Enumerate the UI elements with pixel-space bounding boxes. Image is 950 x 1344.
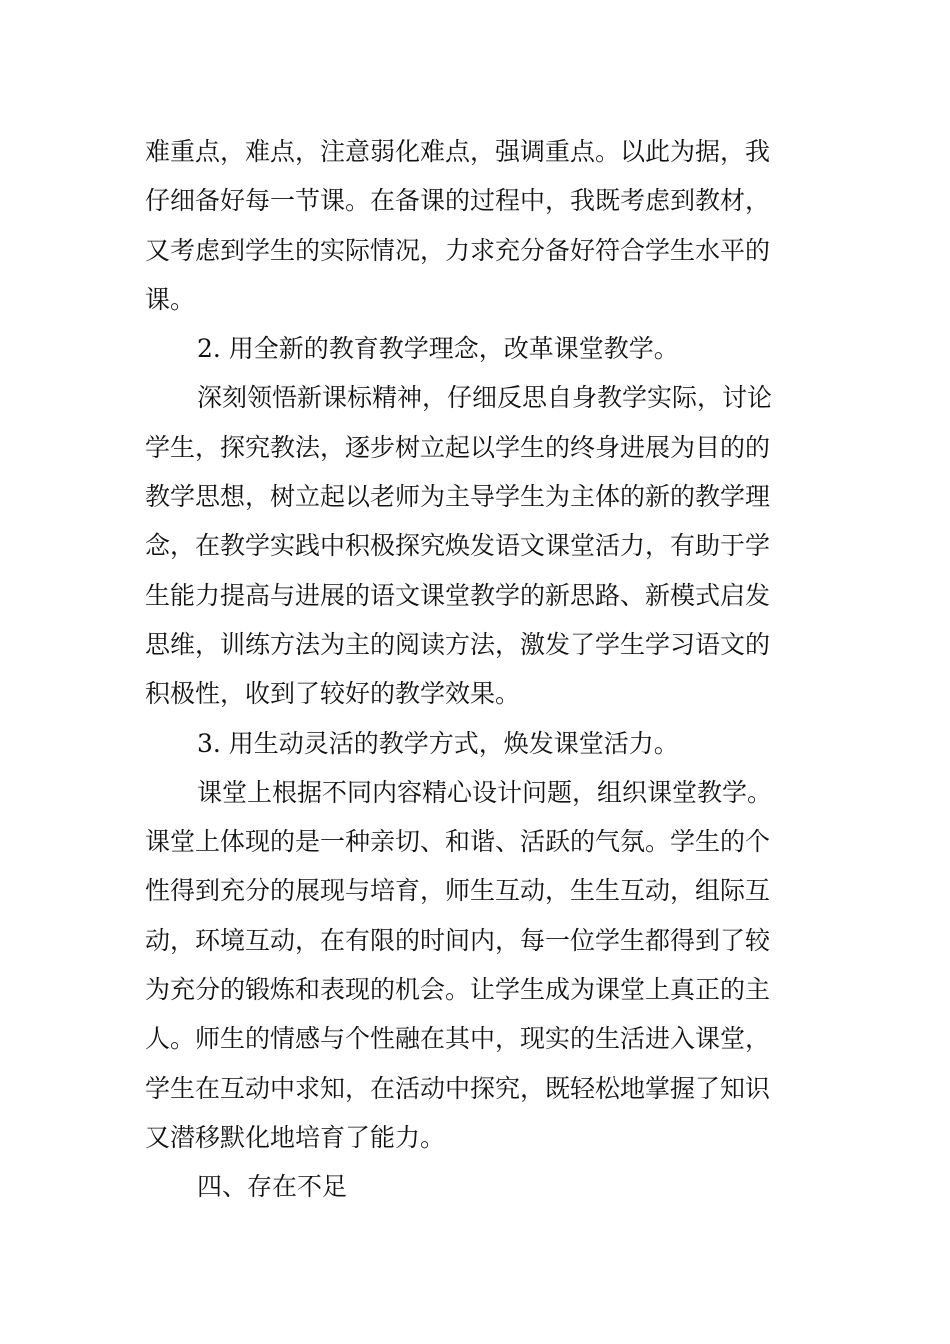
text-line: 又考虑到学生的实际情况，力求充分备好符合学生水平的	[145, 235, 771, 265]
text-line: 积极性，收到了较好的教学效果。	[145, 679, 521, 709]
text-line: 动，环境互动，在有限的时间内，每一位学生都得到了较	[145, 925, 771, 955]
text-line: 课堂上体现的是一种亲切、和谐、活跃的气氛。学生的个	[145, 827, 771, 857]
list-item-heading: 2. 用全新的教育教学理念，改革课堂教学。	[197, 334, 679, 364]
text-line: 为充分的锻炼和表现的机会。让学生成为课堂上真正的主	[145, 975, 771, 1005]
document-body	[145, 127, 810, 1212]
text-line: 仔细备好每一节课。在备课的过程中，我既考虑到教材，	[145, 186, 771, 216]
text-line: 性得到充分的展现与培育，师生互动，生生互动，组际互	[145, 876, 771, 906]
text-line: 学生在互动中求知，在活动中探究，既轻松地掌握了知识	[145, 1073, 771, 1103]
text-line: 生能力提高与进展的语文课堂教学的新思路、新模式启发	[145, 580, 771, 610]
paragraph-start-line: 深刻领悟新课标精神，仔细反思自身教学实际，讨论	[197, 383, 773, 413]
list-item-heading: 3. 用生动灵活的教学方式，焕发课堂活力。	[197, 728, 679, 758]
paragraph-start-line: 课堂上根据不同内容精心设计问题，组织课堂教学。	[197, 777, 773, 807]
text-line: 学生，探究教法，逐步树立起以学生的终身进展为目的的	[145, 432, 771, 462]
text-line: 课。	[145, 284, 196, 314]
text-line: 思维，训练方法为主的阅读方法，激发了学生学习语文的	[145, 629, 771, 659]
text-line: 念，在教学实践中积极探究焕发语文课堂活力，有助于学	[145, 531, 771, 561]
section-heading: 四、存在不足	[197, 1172, 348, 1202]
text-line: 难重点，难点，注意弱化难点，强调重点。以此为据，我	[145, 137, 771, 166]
text-line: 教学思想，树立起以老师为主导学生为主体的新的教学理	[145, 482, 771, 512]
text-line: 又潜移默化地培育了能力。	[145, 1122, 446, 1152]
text-line: 人。师生的情感与个性融在其中，现实的生活进入课堂，	[145, 1024, 771, 1054]
